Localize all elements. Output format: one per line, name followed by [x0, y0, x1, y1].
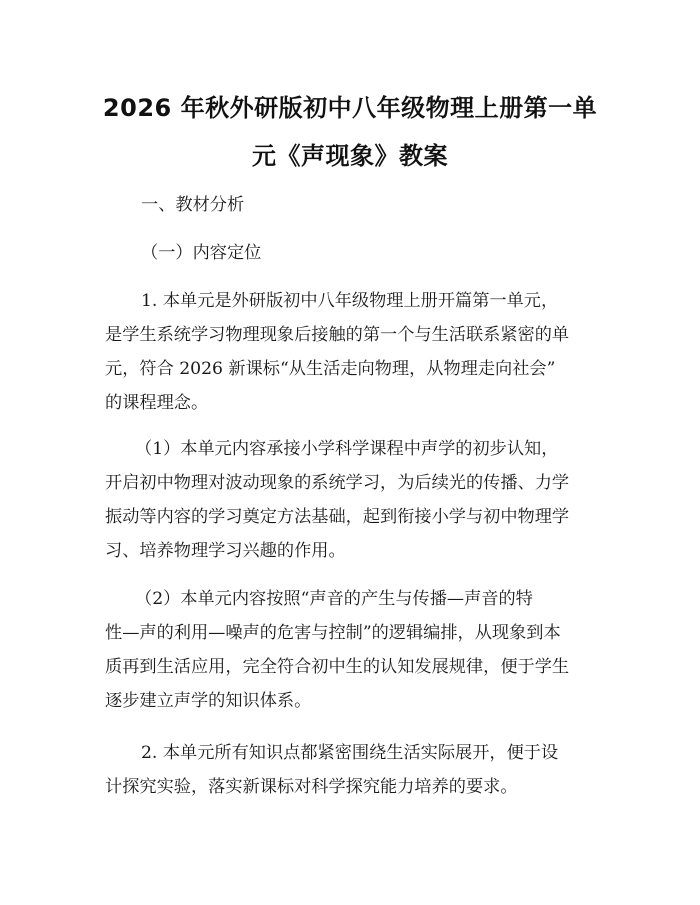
- paragraph-2-line-3: 振动等内容的学习奠定方法基础，起到衔接小学与初中物理学: [105, 507, 570, 527]
- paragraph-3: [105, 582, 605, 718]
- paragraph-1-line-1: 1. 本单元是外研版初中八年级物理上册开篇第一单元，: [141, 291, 559, 311]
- paragraph-4: [105, 736, 605, 804]
- document-title-line-1: 2026 年秋外研版初中八年级物理上册第一单: [102, 94, 598, 122]
- paragraph-2-line-2: 开启初中物理对波动现象的系统学习，为后续光的传播、力学: [105, 473, 570, 493]
- paragraph-3-line-2: 性—声的利用—噪声的危害与控制”的逻辑编排，从现象到本: [105, 623, 561, 643]
- paragraph-4-line-1: 2. 本单元所有知识点都紧密围绕生活实际展开，便于设: [141, 743, 559, 763]
- paragraph-1-line-4: 的课程理念。: [105, 393, 209, 413]
- paragraph-1-line-2: 是学生系统学习物理现象后接触的第一个与生活联系紧密的单: [105, 325, 570, 345]
- paragraph-2: [105, 432, 605, 568]
- paragraph-4-line-2: 计探究实验，落实新课标对科学探究能力培养的要求。: [105, 777, 518, 797]
- paragraph-3-line-3: 质再到生活应用，完全符合初中生的认知发展规律，便于学生: [105, 657, 570, 677]
- subsection-heading-text: （一）内容定位: [141, 243, 262, 263]
- paragraph-2-line-4: 习、培养物理学习兴趣的作用。: [105, 541, 346, 561]
- paragraph-3-line-1: （2）本单元内容按照“声音的产生与传播—声音的特: [135, 589, 533, 609]
- paragraph-2-line-1: （1）本单元内容承接小学科学课程中声学的初步认知，: [135, 439, 559, 459]
- section-heading-text: 一、教材分析: [141, 195, 245, 215]
- paragraph-1: [105, 284, 605, 420]
- section-heading: [141, 188, 641, 222]
- paragraph-3-line-4: 逐步建立声学的知识体系。: [105, 691, 312, 711]
- document-title-line-2: 元《声现象》教案: [252, 142, 448, 170]
- subsection-heading: [141, 236, 641, 270]
- paragraph-1-line-3: 元，符合 2026 新课标“从生活走向物理，从物理走向社会”: [105, 359, 556, 379]
